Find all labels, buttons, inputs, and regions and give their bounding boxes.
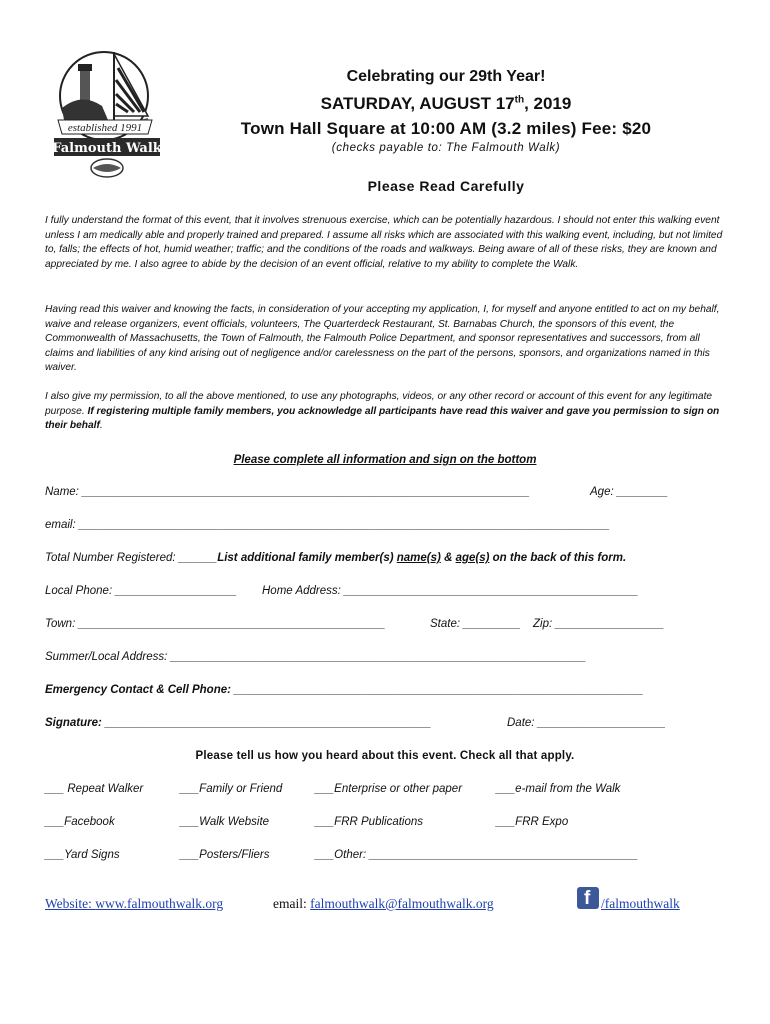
emergency-contact-label: Emergency Contact & Cell Phone: — [45, 684, 231, 696]
date-label: Date: ____________________ — [507, 717, 666, 729]
option-enterprise-paper[interactable]: ___Enterprise or other paper — [315, 783, 463, 795]
email-footer-link[interactable]: falmouthwalk@falmouthwalk.org — [310, 896, 494, 911]
option-other[interactable]: ___Other: __________________________________________ — [315, 849, 638, 861]
emergency-contact-field[interactable] — [45, 684, 644, 696]
header-date-sup: th — [514, 94, 525, 106]
option-posters-fliers[interactable]: ___Posters/Fliers — [180, 849, 270, 861]
logo-established-text: established 1991 — [67, 122, 143, 134]
option-family-friend[interactable]: ___Family or Friend — [180, 783, 283, 795]
additional-members-note: List additional family member(s) name(s) & age(s) on the back of this form. — [217, 552, 627, 564]
zip-label: Zip: _________________ — [533, 618, 665, 630]
website-label: Website: — [45, 896, 96, 911]
total-registered-field[interactable] — [45, 552, 626, 564]
signature-label: Signature: — [45, 717, 102, 729]
header-date — [190, 94, 702, 114]
option-frr-publications[interactable]: ___FRR Publications — [315, 816, 424, 828]
summer-address-field[interactable] — [45, 651, 586, 663]
facebook-link[interactable]: /falmouthwalk — [601, 896, 680, 911]
signature-field[interactable] — [45, 717, 431, 729]
email-field[interactable] — [45, 519, 610, 531]
option-facebook[interactable]: ___Facebook — [45, 816, 115, 828]
date-field[interactable] — [507, 717, 666, 729]
header-date-year: , 2019 — [524, 94, 572, 113]
age-label: Age: ________ — [590, 486, 669, 498]
option-email-walk[interactable]: ___e-mail from the Walk — [496, 783, 621, 795]
please-read-heading: Please Read Carefully — [367, 178, 525, 194]
footer-website — [45, 896, 223, 912]
emergency-contact-line: ________________________________________________________________ — [230, 684, 644, 696]
home-address-label: Home Address: ______________________________________________ — [262, 585, 639, 597]
falmouth-walk-logo — [52, 46, 168, 182]
website-link[interactable]: www.falmouthwalk.org — [95, 896, 224, 911]
town-label: Town: ________________________________________________ — [45, 618, 386, 630]
header-date-main: SATURDAY, AUGUST 17 — [320, 94, 515, 113]
complete-info-heading: Please complete all information and sign on the bottom — [233, 454, 537, 466]
footer-email — [273, 896, 494, 912]
option-yard-signs[interactable]: ___Yard Signs — [45, 849, 120, 861]
how-heard-heading: Please tell us how you heard about this event. Check all that apply. — [195, 750, 575, 762]
waiver-paragraph-2: Having read this waiver and knowing the facts, in consideration of your accepting my application, I, for myself and anyone entitled to act on my behalf, waive and release organizers, event officials, volunteers, The Quarterdeck Restaurant, St. Barnabas Church, the sponsors of this event, the Commonwealth of Massachusetts, the Town of Falmouth, the Falmouth Police Department, and sponsor representatives and successors, from all claims and liabilities of any kind arising out of negligence and/or carelessness on the part of the persons, sponsors, and organizations named in this waiver. — [45, 304, 720, 374]
option-walk-website[interactable]: ___Walk Website — [180, 816, 270, 828]
zip-field[interactable] — [533, 618, 664, 630]
total-registered-label: Total Number Registered: ______ — [45, 552, 218, 564]
state-field[interactable] — [430, 618, 521, 630]
home-address-field[interactable] — [262, 585, 638, 597]
footer-facebook — [601, 896, 680, 912]
email-footer-label: email: — [273, 896, 311, 911]
state-label: State: _________ — [430, 618, 521, 630]
summer-address-label: Summer/Local Address: _________________________________________________________________ — [45, 651, 587, 663]
email-label: email: ___________________________________________________________________________________ — [45, 519, 610, 531]
header-celebrating: Celebrating our 29th Year! — [346, 68, 546, 85]
header-location-fee: Town Hall Square at 10:00 AM (3.2 miles) Fee: $20 — [240, 119, 652, 138]
waiver-paragraph-3 — [45, 390, 730, 434]
logo-name-text: Falmouth Walk — [52, 141, 162, 156]
waiver-p3-text: I also give my permission, to all the above mentioned, to use any photographs, videos, or any other record or account of this event for any legitimate purpose. — [45, 391, 713, 417]
waiver-p3-bold: If registering multiple family members, you acknowledge all participants have read this waiver and gave you permission to sign on their behalf — [45, 405, 720, 432]
option-repeat-walker[interactable]: ___ Repeat Walker — [45, 783, 144, 795]
local-phone-field[interactable] — [45, 585, 237, 597]
facebook-icon[interactable]: f — [577, 887, 599, 909]
name-field[interactable] — [45, 486, 530, 498]
town-field[interactable] — [45, 618, 385, 630]
signature-line: ___________________________________________________ — [101, 717, 432, 729]
waiver-paragraph-1: I fully understand the format of this event, that it involves strenuous exercise, which can be potentially hazardous. I should not enter this walking event unless I am medically able and properly trained and prepared. I assume all risks which are associated with this walking event, including, but not limited to, falls; the effects of hot, humid weather; traffic; and the conditions of the roads and walkways. Being aware of all of these risks, they are known and appreciated by me. I also agree to abide by the decision of an event official, relative to my ability to complete the Walk. — [45, 215, 723, 270]
header-checks-payable: (checks payable to: The Falmouth Walk) — [331, 142, 561, 154]
waiver-p3-end: . — [99, 420, 103, 432]
local-phone-label: Local Phone: ___________________ — [45, 585, 237, 597]
age-field[interactable] — [590, 486, 668, 498]
name-label: Name: ______________________________________________________________________ — [45, 486, 530, 498]
option-frr-expo[interactable]: ___FRR Expo — [496, 816, 569, 828]
